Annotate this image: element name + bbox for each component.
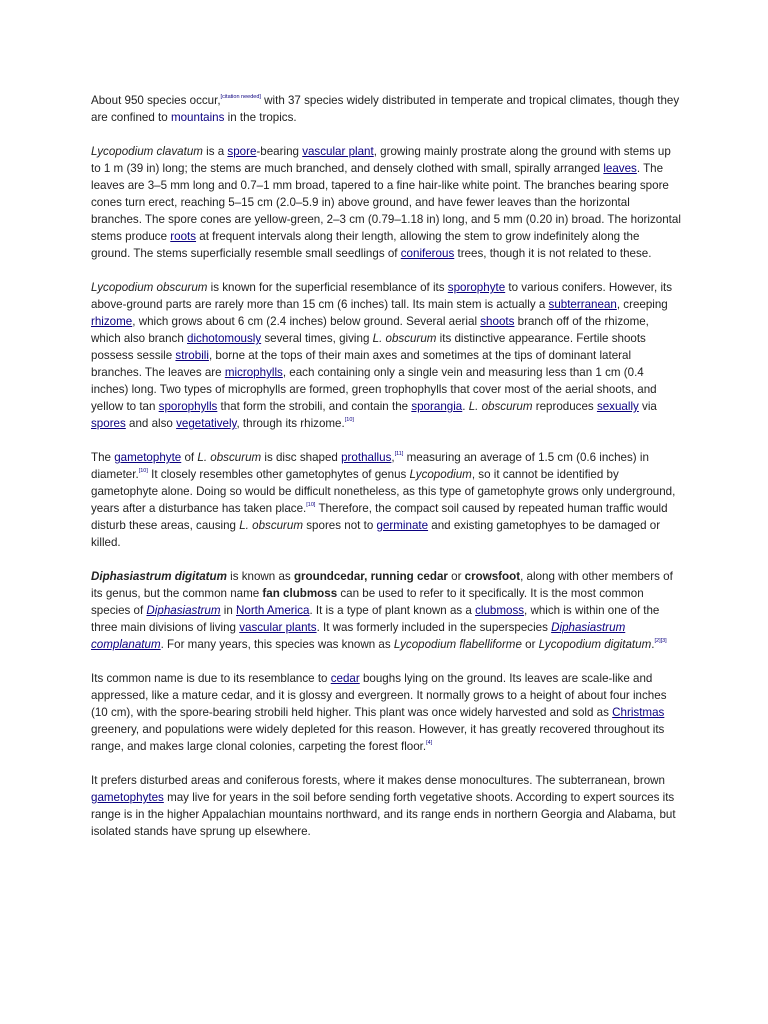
link-coniferous[interactable]: coniferous	[400, 247, 455, 260]
link-roots[interactable]: roots	[170, 230, 197, 243]
link-north-america[interactable]: North America	[236, 604, 310, 617]
paragraph-lycopodium-clavatum: Lycopodium clavatum is a spore-bearing vascular plant, growing mainly prostrate along the ground with stems up to 1 m (39 in) long; the stems are much branched, and densely clothed with small, spirally arranged leaves. The leaves are 3–5 mm long and 0.7–1 mm broad, tapered to a fine hair-like white point. The branches bearing spore cones turn erect, reaching 5–15 cm (2.0–5.9 in) above ground, and have fewer leaves than the horizontal branches. The spore cones are yellow-green, 2–3 cm (0.79–1.18 in) long, and 5 mm (0.20 in) broad. The horizontal stems produce roots at frequent intervals along their length, allowing the stem to grow indefinitely along the ground. The stems superficially resemble small seedlings of coniferous trees, though it is not related to these.	[91, 145, 681, 260]
paragraph-lycopodium-obscurum: Lycopodium obscurum is known for the superficial resemblance of its sporophyte to various conifers. However, its above-ground parts are rarely more than 15 cm (6 inches) tall. Its main stem is actually a subterranean, creeping rhizome, which grows about 6 cm (2.4 inches) below ground. Several aerial shoots branch off of the rhizome, which also branch dichotomously several times, giving L. obscurum its distinctive appearance. Fertile shoots possess sessile strobili, borne at the tops of their main axes and sometimes at the tips of dominant lateral branches. The leaves are microphylls, each containing only a single vein and measuring less than 1 cm (0.4 inches) long. Two types of microphylls are formed, green trophophylls that cover most of the aerial shoots, and yellow to tan sporophylls that form the strobili, and contain the sporangia. L. obscurum reproduces sexually via spores and also vegetatively, through its rhizome.[10]	[91, 281, 673, 430]
common-name: crowsfoot	[464, 570, 521, 583]
link-spore[interactable]: spore	[227, 145, 257, 158]
genus-name: Lycopodium	[409, 468, 472, 481]
link-diphasiastrum[interactable]: Diphasiastrum	[146, 604, 221, 617]
citation[interactable]: [10]	[138, 468, 148, 474]
link-diphasiastrum-complanatum[interactable]: Diphasiastrum complanatum	[91, 621, 626, 651]
link-sporangia[interactable]: sporangia	[411, 400, 463, 413]
species-name-short: L. obscurum	[239, 519, 304, 532]
paragraph-habitat: It prefers disturbed areas and coniferous forests, where it makes dense monocultures. The subterranean, brown gametophytes may live for years in the soil before sending forth vegetative shoots. According to expert sources its range is in the higher Appalachian mountains northward, and its range ends in northern Georgia and Alabama, but isolated stands have sprung up elsewhere.	[91, 774, 676, 838]
link-gametophytes[interactable]: gametophytes	[91, 791, 164, 804]
link-christmas[interactable]: Christmas	[612, 706, 665, 719]
citation[interactable]: [2][3]	[654, 638, 667, 644]
common-name: fan clubmoss	[262, 587, 338, 600]
citation[interactable]: [10]	[306, 502, 316, 508]
paragraph-diphasiastrum-digitatum: Diphasiastrum digitatum is known as groundcedar, running cedar or crowsfoot, along with other members of its genus, but the common name fan clubmoss can be used to refer to it specifically. It is the most common species of Diphasiastrum in North America. It is a type of plant known as a clubmoss, which is within one of the three main divisions of living vascular plants. It was formerly included in the superspecies Diphasiastrum complanatum. For many years, this species was known as Lycopodium flabelliforme or Lycopodium digitatum.[2][3]	[91, 570, 673, 651]
link-vascular-plant[interactable]: vascular plant	[302, 145, 374, 158]
link-germinate[interactable]: germinate	[376, 519, 429, 532]
link-vegetatively[interactable]: vegetatively	[176, 417, 237, 430]
citation-needed[interactable]: [citation needed]	[220, 94, 261, 100]
citation[interactable]: [11]	[394, 451, 404, 457]
species-name-short: L. obscurum	[468, 400, 533, 413]
link-spores[interactable]: spores	[91, 417, 126, 430]
species-name-short: L. obscurum	[372, 332, 437, 345]
link-sporophyte[interactable]: sporophyte	[447, 281, 506, 294]
citation[interactable]: [10]	[344, 417, 354, 423]
species-name: Lycopodium clavatum	[91, 145, 203, 158]
species-name-short: L. obscurum	[197, 451, 262, 464]
paragraph-gametophyte: The gametophyte of L. obscurum is disc shaped prothallus,[11] measuring an average of 1.5 cm (0.6 inches) in diameter.[10] It closely resembles other gametophytes of genus Lycopodium, so it cannot be identified by gametophyte alone. Doing so would be difficult nonetheless, as this type of gametophyte grows only underground, years after a disturbance has taken place.[10] Therefore, the compact soil caused by repeated human traffic would disturb these areas, causing L. obscurum spores not to germinate and existing gametophyes to be damaged or killed.	[91, 451, 676, 549]
species-name: Diphasiastrum digitatum	[91, 570, 227, 583]
species-name-alt: Lycopodium flabelliforme	[393, 638, 522, 651]
paragraph-distribution: About 950 species occur,[citation needed] with 37 species widely distributed in temperate and tropical climates, though they are confined to mountains in the tropics.	[91, 94, 680, 124]
link-clubmoss[interactable]: clubmoss	[475, 604, 525, 617]
species-name: Lycopodium obscurum	[91, 281, 208, 294]
paragraph-common-name: Its common name is due to its resemblance to cedar boughs lying on the ground. Its leaves are scale-like and appressed, like a mature cedar, and it is glossy and evergreen. It normally grows to a height of about four inches (10 cm), with the spore-bearing strobili held higher. This plant was once widely harvested and sold as Christmas greenery, and populations were widely depleted for this reason. However, it has greatly recovered throughout its range, and makes large clonal colonies, carpeting the forest floor.[4]	[91, 672, 667, 753]
link-cedar[interactable]: cedar	[330, 672, 360, 685]
link-rhizome[interactable]: rhizome	[91, 315, 133, 328]
link-leaves[interactable]: leaves	[603, 162, 637, 175]
citation[interactable]: [4]	[426, 740, 433, 746]
species-name-alt: Lycopodium digitatum	[538, 638, 652, 651]
link-dichotomously[interactable]: dichotomously	[187, 332, 262, 345]
link-strobili[interactable]: strobili	[175, 349, 209, 362]
common-name: groundcedar, running cedar	[293, 570, 448, 583]
link-shoots[interactable]: shoots	[480, 315, 515, 328]
link-microphylls[interactable]: microphylls	[224, 366, 283, 379]
link-vascular-plants[interactable]: vascular plants	[239, 621, 317, 634]
link-prothallus[interactable]: prothallus	[341, 451, 392, 464]
link-sporophylls[interactable]: sporophylls	[158, 400, 218, 413]
article-body	[91, 92, 681, 857]
link-gametophyte[interactable]: gametophyte	[114, 451, 182, 464]
link-sexually[interactable]: sexually	[596, 400, 639, 413]
link-subterranean[interactable]: subterranean	[548, 298, 617, 311]
link-mountains[interactable]: mountains	[170, 111, 225, 124]
